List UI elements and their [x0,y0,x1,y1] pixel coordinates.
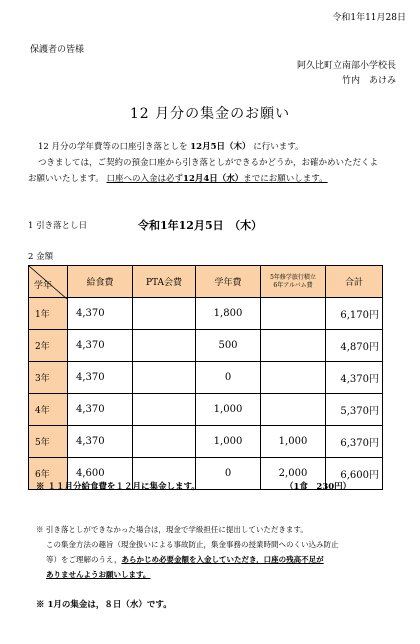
note-lunch-fee: ※ １１月分給食費を１２月に集金します。 [36,482,200,492]
grade-header: 学年 [34,281,53,291]
note-january: ※ 1月の集金は，８日（水）です。 [36,600,172,610]
note-purpose: この集金方法の趣旨（現金扱いによる事故防止，集金事務の授業時間へのくい込み防止 [46,540,339,549]
section-2-label: 2 金額 [28,252,54,262]
cell-extra [261,394,326,426]
cell-pta [133,394,196,426]
january-date: ８日（水） [104,600,147,610]
cell-total: 6,170円 [326,298,383,330]
recipient: 保護者の皆様 [30,45,85,55]
cell-grade-fee: 1,000 [196,426,261,458]
table-row [29,426,383,458]
withdrawal-date: 12月5日（木） [190,142,251,152]
cell-extra: 1,000 [261,426,326,458]
cell-total: 6,600円 [326,458,383,490]
corner-cell [29,266,68,298]
note-emphasis-2: ありませんようお願いします。 [46,570,151,579]
note-withdrawal-failure: ※ 引き落としができなかった場合は，現金で学級担任に提出していただきます。 [36,525,308,534]
cell-lunch: 4,370 [68,330,133,362]
row-grade: 1年 [29,298,68,330]
cell-grade-fee: 500 [196,330,261,362]
note-emphasis-1: あらかじめ必要金額を入金していただき，口座の残高不足が [121,555,324,564]
note-lunch-price: （1食 230円） [285,482,352,492]
header-grade-fee: 学年費 [196,266,261,298]
cell-total: 4,370円 [326,362,383,394]
cell-extra: 2,000 [261,458,326,490]
header-pta: PTA会費 [133,266,196,298]
header-lunch: 給食費 [68,266,133,298]
cell-pta [133,426,196,458]
cell-lunch: 4,600 [68,458,133,490]
table-row [29,394,383,426]
cell-total: 4,870円 [326,330,383,362]
cell-total: 5,370円 [326,394,383,426]
document-date: 令和1年11月28日 [332,13,406,23]
cell-grade-fee: 1,800 [196,298,261,330]
row-grade: 4年 [29,394,68,426]
header-extra [261,266,326,298]
row-grade: 3年 [29,362,68,394]
table-row [29,298,383,330]
cell-extra [261,298,326,330]
deposit-date: 12月4日（水） [183,174,244,184]
table-header-row [29,266,383,298]
fee-table [28,265,383,490]
principal-name: 竹内 あけみ [341,76,396,86]
cell-grade-fee: 1,000 [196,394,261,426]
cell-total: 6,370円 [326,426,383,458]
table-row [29,330,383,362]
cell-extra [261,362,326,394]
cell-grade-fee: 0 [196,362,261,394]
cell-extra [261,330,326,362]
cell-lunch: 4,370 [68,426,133,458]
cell-grade-fee: 0 [196,458,261,490]
section-1-date: 令和1年12月5日 （木） [138,219,263,232]
header-extra-line2: 6年アルバム費 [273,281,313,289]
section-1-label: 1 引き落とし日 [28,221,88,231]
body-line-2: つきましては，ご契約の預金口座から引き落としができるかどうか，お確かめいただくよ [38,158,379,168]
body-line-3: お願いいたします。 口座への入金は必ず12月4日（水）までにお願いします。 [28,174,328,184]
cell-pta [133,362,196,394]
row-grade: 6年 [29,458,68,490]
header-extra-line1: 5年修学旅行積立 [270,273,316,281]
cell-lunch: 4,370 [68,298,133,330]
row-grade: 5年 [29,426,68,458]
page-title: 12 月分の集金のお願い [129,106,291,122]
cell-pta [133,330,196,362]
deposit-notice: 口座への入金は必ず12月4日（水）までにお願いします。 [106,174,328,184]
header-total: 合計 [326,266,383,298]
table-row [29,362,383,394]
school-name: 阿久比町立南部小学校長 [296,61,396,71]
cell-pta [133,298,196,330]
cell-lunch: 4,370 [68,362,133,394]
note-request: 等）をご理解のうえ，あらかじめ必要金額を入金していただき，口座の残高不足が [46,555,324,564]
cell-lunch: 4,370 [68,394,133,426]
body-line-1: 12 月分の学年費等の口座引き落としを 12月5日（木） に行います。 [38,142,304,152]
row-grade: 2年 [29,330,68,362]
